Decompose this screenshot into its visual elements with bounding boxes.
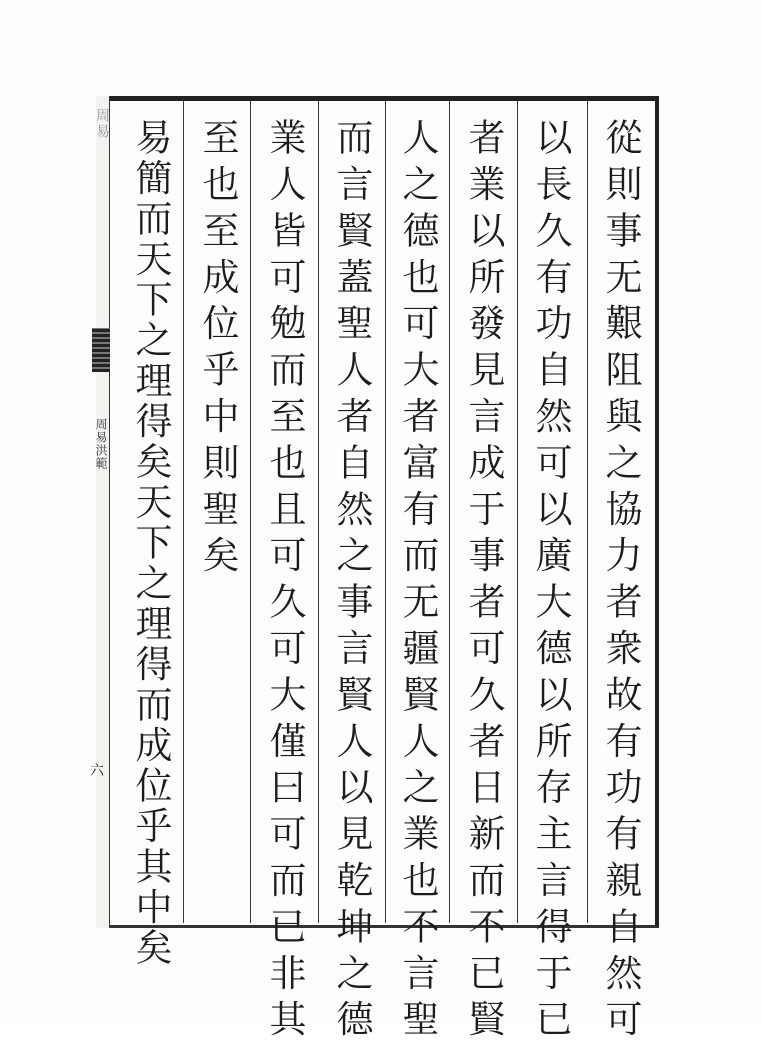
- column-rule: [183, 101, 184, 923]
- column-rule: [385, 101, 386, 923]
- text-column-5: 而言賢蓋聖人者自然之事言賢人以見乾坤之德: [330, 118, 373, 1046]
- text-column-2: 以長久有功自然可以廣大德以所存主言得于已: [529, 118, 572, 1046]
- text-column-4: 人之德也可大者富有而无疆賢人之業也不言聖: [396, 118, 439, 1046]
- text-column-1: 從則事无艱阻與之協力者衆故有功有親自然可: [599, 118, 642, 1046]
- text-column-7: 至也至成位乎中則聖矣: [196, 118, 239, 582]
- text-column-8: 易簡而天下之理得矣天下之理得而成位乎其中矣: [129, 118, 172, 969]
- column-rule: [449, 101, 450, 923]
- text-column-6: 業人皆可勉而至也且可久可大僅曰可而已非其: [263, 118, 306, 1046]
- column-rule: [250, 101, 251, 923]
- margin-book-title: 周易: [94, 108, 110, 140]
- column-rule: [587, 101, 588, 923]
- fish-tail-mark: [92, 328, 110, 372]
- column-rule: [517, 101, 518, 923]
- margin-chapter-title: 周易洪範: [94, 418, 108, 470]
- page-number: 六: [90, 763, 104, 779]
- page-border: [96, 96, 659, 928]
- column-rule: [318, 101, 319, 923]
- fold-margin: [96, 96, 110, 928]
- text-column-3: 者業以所發見言成于事者可久者日新而不已賢: [462, 118, 505, 1046]
